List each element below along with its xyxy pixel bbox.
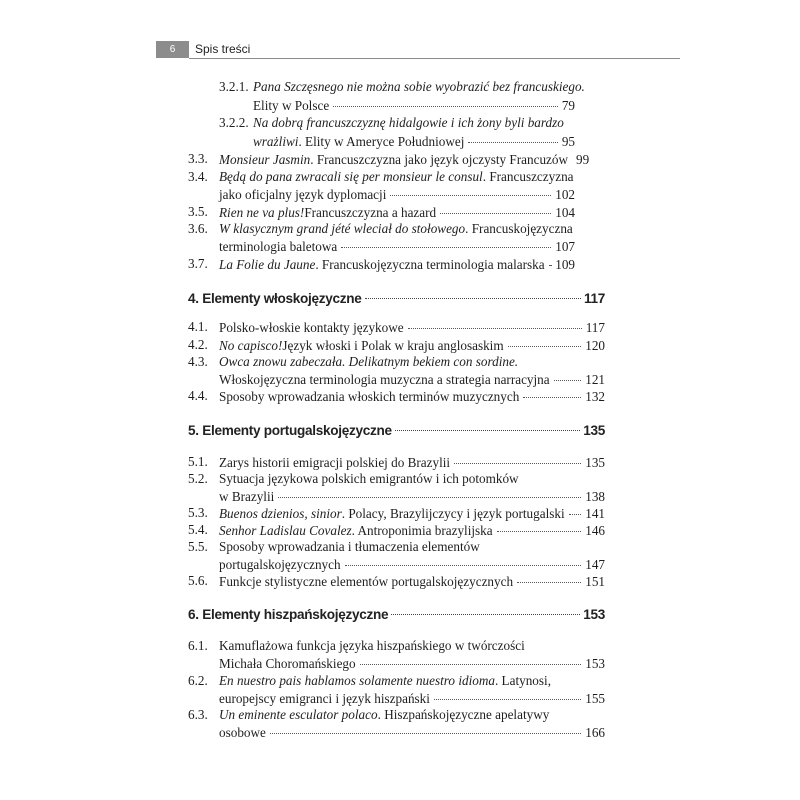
toc-entry-line xyxy=(219,237,575,255)
toc-entry-title-italic: La Folie du Jaune xyxy=(219,257,316,272)
toc-page-number: 166 xyxy=(585,725,605,740)
toc-entry-title-italic: Senhor Ladislau Covalez xyxy=(219,523,352,538)
toc-entry-title-italic: No capisco! xyxy=(219,338,283,353)
toc-entry-number: 3.3. xyxy=(188,151,208,166)
toc-leader xyxy=(440,200,551,214)
toc-entry-line xyxy=(219,723,605,741)
toc-entry-line xyxy=(219,654,605,672)
toc-entry-line xyxy=(253,132,575,150)
toc-entry-title-text: . Latynosi, xyxy=(494,673,551,688)
toc-entry-number: 4.4. xyxy=(188,388,208,403)
toc-entry-number: 5.1. xyxy=(188,454,208,469)
toc-page-number: 99 xyxy=(576,152,590,167)
toc-entry-title-italic: Pana Szczęsnego nie można sobie wyobrazić bez francuskiego. xyxy=(253,79,585,94)
chapter-page-number: 117 xyxy=(583,291,605,306)
toc-entry-title-text: . Francuskojęzyczna terminologia malarska xyxy=(315,257,545,272)
toc-entry-title-text: terminologia baletowa xyxy=(219,239,338,254)
toc-page-number: 155 xyxy=(585,691,605,706)
toc-leader xyxy=(523,384,581,398)
chapter-heading xyxy=(188,605,605,624)
toc-entry-title-text: Sposoby wprowadzania i tłumaczenia elementów xyxy=(219,539,480,554)
toc-page-number: 104 xyxy=(555,205,575,220)
toc-entry-number: 3.4. xyxy=(188,169,208,184)
toc-leader xyxy=(454,450,581,464)
toc-entry-number: 4.1. xyxy=(188,319,208,334)
toc-leader xyxy=(390,182,551,196)
toc-entry-number: 4.3. xyxy=(188,354,208,369)
toc-entry-line xyxy=(219,255,575,273)
toc-entry-title-text: . Polacy, Brazylijczycy i język portugalski xyxy=(341,506,565,521)
toc-entry-title-text: w Brazylii xyxy=(219,489,275,504)
toc-page-number: 135 xyxy=(585,455,605,470)
toc-entry-number: 4.2. xyxy=(188,337,208,352)
running-head-title: Spis treści xyxy=(195,42,251,56)
toc-leader xyxy=(408,315,582,329)
chapter-page-number: 153 xyxy=(583,607,605,622)
toc-entry-number: 5.5. xyxy=(188,539,208,554)
toc-entry-title-italic: Na dobrą francuszczyznę hidalgowie i ich żony byli bardzo xyxy=(253,115,564,130)
toc-page-number: 79 xyxy=(561,98,575,113)
toc-entry-title-text: . Hiszpańskojęzyczne apelatywy xyxy=(377,707,550,722)
toc-entry-title-text: . Francuszczyzna jako język ojczysty Francuzów xyxy=(310,152,569,167)
toc-leader xyxy=(360,651,582,665)
toc-entry-title xyxy=(219,353,518,370)
toc-entry-title-text: Język włoski i Polak w kraju anglosaskim xyxy=(282,338,504,353)
toc-page-number: 146 xyxy=(585,523,605,538)
toc-entry-title-text: osobowe xyxy=(219,725,266,740)
toc-entry-number: 3.5. xyxy=(188,204,208,219)
chapter-heading xyxy=(188,421,605,440)
toc-entry-title-text: Włoskojęzyczna terminologia muzyczna a strategia narracyjna xyxy=(219,372,550,387)
toc-entry-number: 6.1. xyxy=(188,638,208,653)
toc-entry-title-text: Zarys historii emigracji polskiej do Brazylii xyxy=(219,455,451,470)
toc-page-number: 117 xyxy=(585,320,605,335)
toc-entry-title-text: portugalskojęzycznych xyxy=(219,557,341,572)
toc-leader xyxy=(569,501,582,515)
toc-page-number: 95 xyxy=(561,134,575,149)
toc-entry-title-text: jako oficjalny język dyplomacji xyxy=(219,187,387,202)
toc-entry-title-text: Sposoby wprowadzania włoskich terminów muzycznych xyxy=(219,389,520,404)
toc-page-number: 151 xyxy=(585,574,605,589)
toc-entry-title-text: . Antroponimia brazylijska xyxy=(351,523,493,538)
toc-entry-title-text: Kamuflażowa funkcja języka hiszpańskiego w twórczości xyxy=(219,638,525,653)
toc-leader xyxy=(434,686,581,700)
toc-entry-title-text: Michała Choromańskiego xyxy=(219,656,356,671)
toc-entry-number: 3.6. xyxy=(188,221,208,236)
toc-leader xyxy=(333,93,558,107)
toc-entry-title-italic: En nuestro pais hablamos solamente nuestro idioma xyxy=(219,673,495,688)
toc-page-number: 153 xyxy=(585,656,605,671)
toc-entry-title-italic: Rien ne va plus! xyxy=(219,205,305,220)
toc-entry-title-italic: Będą do pana zwracali się per monsieur le consul xyxy=(219,169,483,184)
toc-entry-title-text: . Francuskojęzyczna xyxy=(465,221,573,236)
toc-leader xyxy=(341,234,551,248)
toc-entry-title-italic: Buenos dzienios, sinior xyxy=(219,506,342,521)
toc-entry-line xyxy=(219,336,605,354)
toc-entry-line xyxy=(219,150,590,168)
toc-entry-title-text: . Elity w Ameryce Południowej xyxy=(298,134,465,149)
toc-entry-line xyxy=(219,572,605,590)
toc-entry-line xyxy=(219,487,605,505)
toc-entry-title-italic: Monsieur Jasmin xyxy=(219,152,311,167)
toc-entry-number: 3.7. xyxy=(188,256,208,271)
toc-leader xyxy=(468,129,557,143)
toc-entry-line xyxy=(219,689,605,707)
toc-page-number: 147 xyxy=(585,557,605,572)
toc-page-number: 102 xyxy=(555,187,575,202)
toc-page-number: 141 xyxy=(585,506,605,521)
toc-entry-title-italic: Owca znowu zabeczała. Delikatnym bekiem con sordine. xyxy=(219,354,519,369)
toc-leader xyxy=(395,417,580,431)
toc-entry-number: 5.6. xyxy=(188,573,208,588)
toc-entry-line xyxy=(219,521,605,539)
toc-leader xyxy=(497,518,582,532)
toc-entry-number: 3.2.1. xyxy=(219,79,249,94)
toc-entry-line xyxy=(219,203,575,221)
toc-leader xyxy=(270,720,581,734)
toc-page-number: 121 xyxy=(585,372,605,387)
toc-entry-line xyxy=(219,453,605,471)
toc-entry-title-text: . Francuszczyzna xyxy=(482,169,574,184)
page-number: 6 xyxy=(156,41,189,58)
toc-page-number: 138 xyxy=(585,489,605,504)
toc-entry-line xyxy=(219,387,605,405)
toc-entry-line xyxy=(253,96,575,114)
toc-entry-number: 6.3. xyxy=(188,707,208,722)
toc-entry-title-italic: wrażliwi xyxy=(253,134,299,149)
chapter-page-number: 135 xyxy=(583,423,605,438)
toc-entry-title-text: Francuszczyzna a hazard xyxy=(304,205,437,220)
toc-leader xyxy=(508,333,582,347)
toc-leader xyxy=(391,601,580,615)
toc-leader xyxy=(278,484,581,498)
toc-entry-title-text: Funkcje stylistyczne elementów portugalskojęzycznych xyxy=(219,574,514,589)
toc-entry-number: 5.2. xyxy=(188,471,208,486)
toc-entry-title-text: Elity w Polsce xyxy=(253,98,330,113)
toc-entry-title-text: Sytuacja językowa polskich emigrantów i ich potomków xyxy=(219,471,519,486)
chapter-title: 6. Elementy hiszpańskojęzyczne xyxy=(188,607,389,622)
chapter-heading xyxy=(188,289,605,308)
chapter-title: 4. Elementy włoskojęzyczne xyxy=(188,291,362,306)
toc-page-number: 109 xyxy=(555,257,575,272)
toc-leader xyxy=(554,367,582,381)
toc-entry-number: 6.2. xyxy=(188,673,208,688)
toc-entry-title-text: Polsko-włoskie kontakty językowe xyxy=(219,320,404,335)
toc-entry-title-italic: Un eminente esculator polaco xyxy=(219,707,378,722)
toc-entry-title-italic: W klasycznym grand jété wleciał do stołowego xyxy=(219,221,466,236)
chapter-title: 5. Elementy portugalskojęzyczne xyxy=(188,423,392,438)
toc-entry-number: 3.2.2. xyxy=(219,115,249,130)
toc-entry-title-text: europejscy emigranci i język hiszpański xyxy=(219,691,430,706)
toc-entry-number: 5.4. xyxy=(188,522,208,537)
toc-leader xyxy=(549,252,552,266)
toc-leader xyxy=(365,285,581,299)
toc-page-number: 107 xyxy=(555,239,575,254)
toc-leader xyxy=(345,552,582,566)
toc-page-number: 132 xyxy=(585,389,605,404)
toc-leader xyxy=(517,569,581,583)
toc-page-number: 120 xyxy=(585,338,605,353)
toc-entry-number: 5.3. xyxy=(188,505,208,520)
